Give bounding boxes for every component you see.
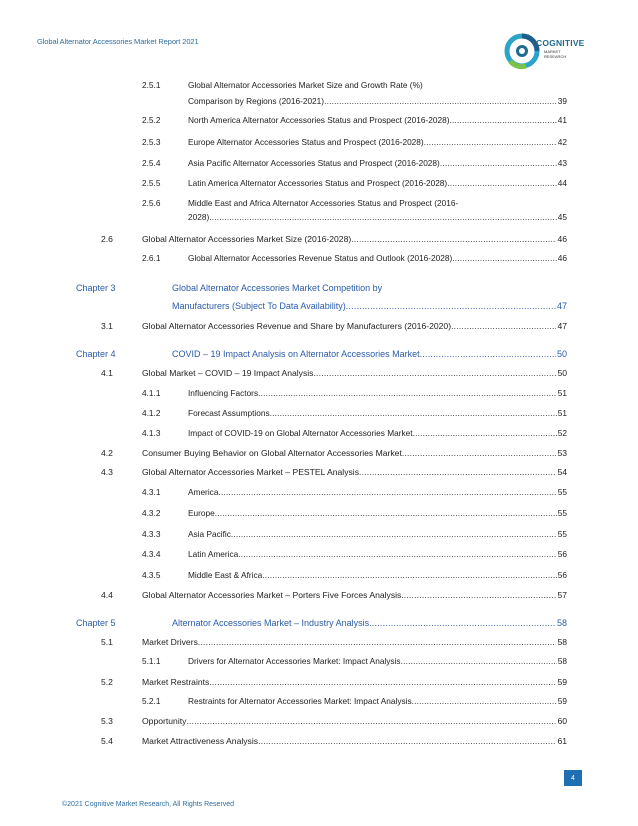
toc-entry-page: 55: [557, 529, 567, 539]
company-logo: [504, 27, 588, 75]
toc-entry-title: Middle East & Africa: [188, 570, 263, 580]
toc-leader-dots: [186, 715, 556, 727]
toc-leader-dots: [351, 233, 556, 245]
toc-entry-page: 58: [557, 637, 567, 647]
toc-leader-dots: [440, 157, 557, 169]
toc-leader-dots: [404, 589, 557, 601]
toc-leader-dots: [270, 407, 557, 419]
toc-entry-title-line-1: Global Alternator Accessories Market Size and Growth Rate (%): [188, 80, 423, 90]
toc-entry-page: 45: [557, 212, 567, 222]
logo-emblem-icon: [504, 31, 540, 71]
toc-chapter-number: Chapter 5: [76, 618, 116, 628]
toc-leader-dots: [324, 95, 557, 107]
toc-entry-page: 61: [557, 736, 567, 746]
toc-entry-number: 4.1.3: [142, 428, 161, 438]
toc-entry-number: 2.5.3: [142, 137, 161, 147]
toc-leader-dots: [313, 367, 556, 379]
toc-entry-page: 55: [557, 508, 567, 518]
toc-entry-page: 56: [557, 570, 567, 580]
toc-entry-number: 2.5.4: [142, 158, 161, 168]
toc-entry-title: Forecast Assumptions: [188, 408, 270, 418]
toc-leader-dots: [447, 177, 557, 189]
toc-entry-title: Latin America: [188, 549, 239, 559]
toc-entry-title: Global Alternator Accessories Market – PESTEL Analysis: [142, 467, 360, 477]
toc-entry-page: 42: [557, 137, 567, 147]
toc-entry-title: North America Alternator Accessories Status and Prospect (2016-2028): [188, 115, 450, 125]
toc-entry-title: Opportunity: [142, 716, 187, 726]
toc-entry-number: 5.1: [101, 637, 113, 647]
toc-entry-number: 4.3: [101, 467, 113, 477]
toc-entry-title: Restraints for Alternator Accessories Market: Impact Analysis: [188, 696, 412, 706]
toc-leader-dots: [218, 486, 556, 498]
toc-entry-title: 2028): [188, 212, 210, 222]
toc-entry-title: Asia Pacific: [188, 529, 231, 539]
toc-entry-number: 2.5.1: [142, 80, 161, 90]
toc-entry-title: Influencing Factors: [188, 388, 259, 398]
footer-copyright: ©2021 Cognitive Market Research, All Rights Reserved: [62, 801, 235, 808]
toc-leader-dots: [369, 617, 556, 629]
toc-entry-title: Asia Pacific Alternator Accessories Status and Prospect (2016-2028): [188, 158, 440, 168]
page-number-badge: 4: [564, 770, 582, 786]
toc-entry-number: 5.4: [101, 736, 113, 746]
toc-entry-title: Global Alternator Accessories Market Size (2016-2028): [142, 234, 352, 244]
toc-leader-dots: [401, 655, 557, 667]
toc-chapter-title: Manufacturers (Subject To Data Availability): [172, 301, 346, 311]
toc-entry-title: Comparison by Regions (2016-2021): [188, 96, 325, 106]
toc-leader-dots: [209, 211, 557, 223]
toc-entry-page: 50: [556, 349, 567, 359]
toc-entry-title: Europe: [188, 508, 215, 518]
toc-entry-number: 5.2: [101, 677, 113, 687]
toc-entry-number: 5.1.1: [142, 656, 161, 666]
toc-entry-number: 4.3.4: [142, 549, 161, 559]
toc-entry-page: 59: [557, 696, 567, 706]
toc-leader-dots: [412, 695, 557, 707]
toc-entry-title: Market Drivers: [142, 637, 198, 647]
toc-entry-page: 46: [557, 234, 567, 244]
toc-entry-title: Impact of COVID-19 on Global Alternator Accessories Market: [188, 428, 413, 438]
toc-entry-title-line-1: Middle East and Africa Alternator Accessories Status and Prospect (2016-: [188, 198, 459, 208]
toc-entry-page: 59: [557, 677, 567, 687]
toc-entry-number: 4.1.1: [142, 388, 161, 398]
toc-leader-dots: [198, 636, 557, 648]
toc-entry-title: Global Alternator Accessories Market – Porters Five Forces Analysis.: [142, 590, 404, 600]
toc-leader-dots: [238, 548, 556, 560]
toc-leader-dots: [452, 252, 556, 264]
logo-subtext: [544, 49, 566, 59]
toc-entry-number: 2.6: [101, 234, 113, 244]
toc-leader-dots: [215, 507, 557, 519]
toc-chapter-title-line-1: Global Alternator Accessories Market Competition by: [172, 283, 383, 293]
toc-entry-page: 57: [557, 590, 567, 600]
toc-entry-page: 54: [557, 467, 567, 477]
toc-entry-number: 4.2: [101, 448, 113, 458]
logo-subtext-line-1: MARKET: [544, 49, 561, 54]
toc-leader-dots: [359, 466, 556, 478]
toc-leader-dots: [450, 114, 557, 126]
toc-entry-page: 56: [557, 549, 567, 559]
toc-leader-dots: [402, 447, 557, 459]
toc-entry-page: 47: [556, 301, 567, 311]
toc-leader-dots: [420, 348, 556, 360]
toc-entry-title: Latin America Alternator Accessories Status and Prospect (2016-2028): [188, 178, 448, 188]
toc-chapter-number: Chapter 4: [76, 349, 116, 359]
toc-entry-number: 2.5.6: [142, 198, 161, 208]
toc-entry-title: Global Market – COVID – 19 Impact Analysis: [142, 368, 314, 378]
toc-leader-dots: [451, 320, 556, 332]
toc-entry-page: 53: [557, 448, 567, 458]
toc-entry-title: Global Alternator Accessories Revenue Status and Outlook (2016-2028): [188, 253, 453, 263]
toc-entry-title: Global Alternator Accessories Revenue and Share by Manufacturers (2016-2020): [142, 321, 452, 331]
toc-entry-page: 47: [557, 321, 567, 331]
toc-leader-dots: [231, 528, 557, 540]
toc-entry-page: 43: [557, 158, 567, 168]
toc-entry-title: Market Attractiveness Analysis: [142, 736, 259, 746]
toc-entry-page: 52: [557, 428, 567, 438]
toc-entry-number: 5.3: [101, 716, 113, 726]
toc-entry-number: 4.3.2: [142, 508, 161, 518]
toc-entry-title: Europe Alternator Accessories Status and Prospect (2016-2028): [188, 137, 424, 147]
toc-entry-title: Consumer Buying Behavior on Global Alternator Accessories Market: [142, 448, 402, 458]
toc-entry-page: 55: [557, 487, 567, 497]
toc-entry-page: 50: [557, 368, 567, 378]
toc-entry-page: 44: [557, 178, 567, 188]
toc-chapter-number: Chapter 3: [76, 283, 116, 293]
toc-entry-page: 51: [557, 388, 567, 398]
toc-entry-number: 4.3.1: [142, 487, 161, 497]
report-header-title: Global Alternator Accessories Market Report 2021: [37, 37, 199, 46]
toc-entry-page: 58: [557, 656, 567, 666]
logo-subtext-line-2: RESEARCH: [544, 54, 567, 59]
toc-leader-dots: [258, 735, 556, 747]
toc-leader-dots: [258, 387, 557, 399]
toc-chapter-title: Alternator Accessories Market – Industry Analysis: [172, 618, 370, 628]
toc-entry-number: 2.5.5: [142, 178, 161, 188]
toc-leader-dots: [424, 136, 557, 148]
toc-entry-number: 2.6.1: [142, 253, 161, 263]
toc-entry-page: 60: [557, 716, 567, 726]
toc-entry-number: 4.3.5: [142, 570, 161, 580]
toc-chapter-title: COVID – 19 Impact Analysis on Alternator Accessories Market: [172, 349, 420, 359]
toc-entry-number: 4.3.3: [142, 529, 161, 539]
toc-entry-page: 39: [557, 96, 567, 106]
toc-entry-number: 2.5.2: [142, 115, 161, 125]
toc-entry-number: 5.2.1: [142, 696, 161, 706]
toc-entry-number: 4.1: [101, 368, 113, 378]
toc-leader-dots: [262, 569, 557, 581]
toc-entry-number: 4.1.2: [142, 408, 161, 418]
toc-entry-page: 41: [557, 115, 567, 125]
toc-leader-dots: [346, 300, 556, 312]
toc-entry-title: Market Restraints: [142, 677, 210, 687]
toc-entry-title: America: [188, 487, 219, 497]
toc-entry-title: Drivers for Alternator Accessories Market: Impact Analysis: [188, 656, 401, 666]
toc-entry-page: 51: [557, 408, 567, 418]
logo-wordmark: COGNITIVE: [536, 38, 585, 48]
toc-leader-dots: [209, 676, 556, 688]
toc-entry-page: 46: [557, 253, 567, 263]
toc-entry-page: 58: [556, 618, 567, 628]
toc-entry-number: 4.4: [101, 590, 113, 600]
toc-entry-number: 3.1: [101, 321, 113, 331]
toc-leader-dots: [413, 427, 557, 439]
